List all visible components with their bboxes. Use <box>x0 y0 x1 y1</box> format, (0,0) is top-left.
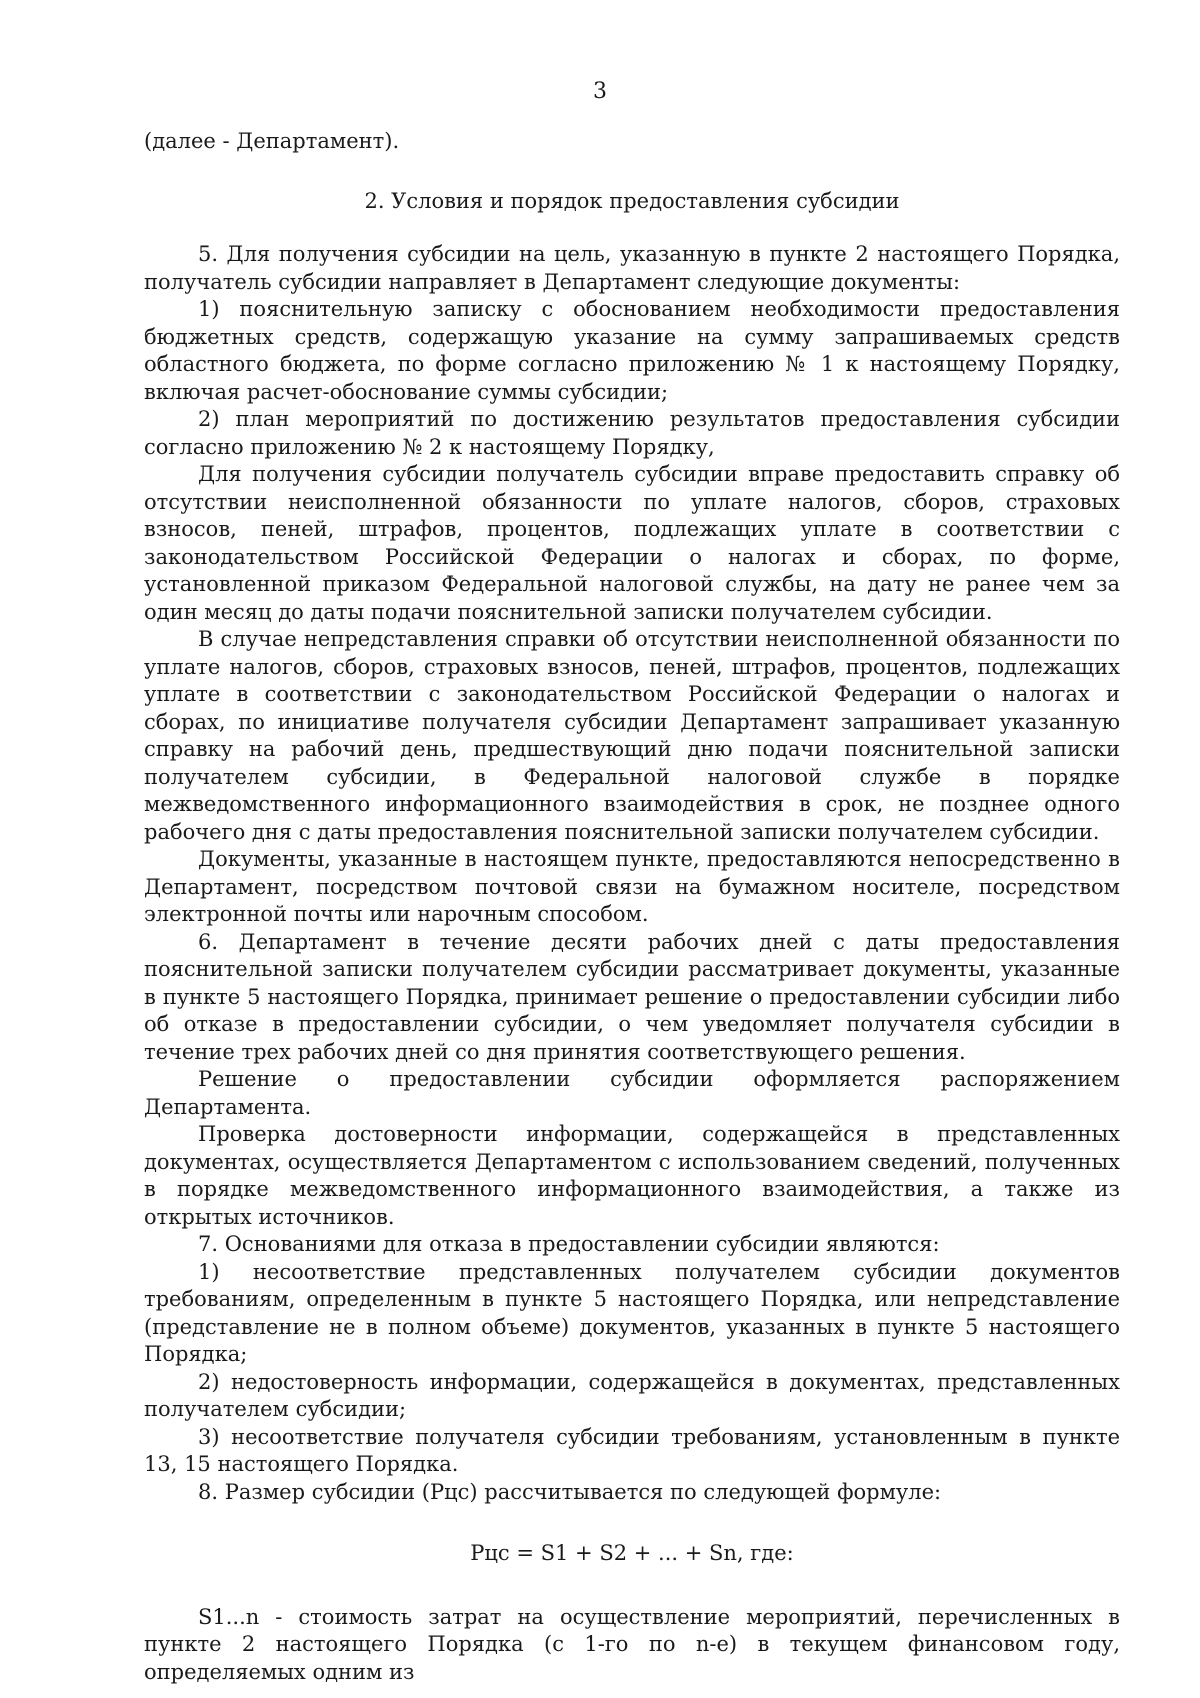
paragraph-decision: Решение о предоставлении субсидии оформляется распоряжением Департамента. <box>144 1067 1120 1119</box>
paragraph-item-8: 8. Размер субсидии (Рцс) рассчитывается по следующей формуле: <box>198 1479 942 1504</box>
paragraph-verification: Проверка достоверности информации, содержащейся в представленных документах, осуществляется Департаментом с использованием сведений, полученных в порядке межведомственного информационного взаимодействия, а также из открытых источников. <box>144 1122 1120 1229</box>
paragraph-refusal-2: 2) недостоверность информации, содержащейся в документах, представленных получателем субсидии; <box>144 1369 1120 1421</box>
paragraph-continuation: (далее - Департамент). <box>144 129 400 153</box>
paragraph-non-submission: В случае непредставления справки об отсутствии неисполненной обязанности по уплате налогов, сборов, страховых взносов, пеней, штрафов, процентов, подлежащих уплате в соответствии с законодательством Российской Федерации о налогах и сборах, по инициативе получателя субсидии Департамент запрашивает указанную справку на рабочий день, предшествующий дню подачи пояснительной записки получателем субсидии, в Федеральной налоговой службе в порядке межведомственного информационного взаимодействия в срок, не позднее одного рабочего дня с даты предоставления пояснительной записки получателем субсидии. <box>144 627 1120 844</box>
formula: Рцс = S1 + S2 + ... + Sn, где: <box>470 1541 794 1565</box>
paragraph-refusal-1: 1) несоответствие представленных получателем субсидии документов требованиям, определенным в пункте 5 настоящего Порядка, или непредставление (представление не в полном объеме) документов, указанных в пункте 5 настоящего Порядка; <box>144 1259 1120 1366</box>
page-number: 3 <box>593 79 607 104</box>
paragraph-subitem-1: 1) пояснительную записку с обоснованием необходимости предоставления бюджетных средств, содержащую указание на сумму запрашиваемых средств областного бюджета, по форме согласно приложению № 1 к настоящему Порядку, включая расчет-обоснование суммы субсидии; <box>144 297 1120 404</box>
paragraph-item-6: 6. Департамент в течение десяти рабочих дней с даты предоставления пояснительной записки получателем субсидии рассматривает документы, указанные в пункте 5 настоящего Порядка, принимает решение о предоставлении субсидии либо об отказе в предоставлении субсидии, о чем уведомляет получателя субсидии в течение трех рабочих дней со дня принятия соответствующего решения. <box>144 929 1120 1064</box>
paragraph-item-7: 7. Основаниями для отказа в предоставлении субсидии являются: <box>198 1232 940 1256</box>
paragraph-refusal-3: 3) несоответствие получателя субсидии требованиям, установленным в пункте 13, 15 настоящего Порядка. <box>144 1424 1120 1476</box>
section-heading: 2. Условия и порядок предоставления субсидии <box>364 188 900 213</box>
paragraph-formula-definition: S1...n - стоимость затрат на осуществление мероприятий, перечисленных в пункте 2 настоящего Порядка (с 1-го по n-е) в текущем финансовом году, определяемых одним из <box>144 1604 1120 1684</box>
paragraph-item-5: 5. Для получения субсидии на цель, указанную в пункте 2 настоящего Порядка, получатель субсидии направляет в Департамент следующие документы: <box>144 242 1120 294</box>
paragraph-tax-certificate: Для получения субсидии получатель субсидии вправе предоставить справку об отсутствии неисполненной обязанности по уплате налогов, сборов, страховых взносов, пеней, штрафов, процентов, подлежащих уплате в соответствии с законодательством Российской Федерации о налогах и сборах, по форме, установленной приказом Федеральной налоговой службы, на дату не ранее чем за один месяц до даты подачи пояснительной записки получателем субсидии. <box>144 462 1120 624</box>
document-body <box>144 128 1120 1686</box>
paragraph-subitem-2: 2) план мероприятий по достижению результатов предоставления субсидии согласно приложению № 2 к настоящему Порядку, <box>144 407 1120 459</box>
paragraph-submission-methods: Документы, указанные в настоящем пункте, предоставляются непосредственно в Департамент, посредством почтовой связи на бумажном носителе, посредством электронной почты или нарочным способом. <box>144 847 1120 926</box>
